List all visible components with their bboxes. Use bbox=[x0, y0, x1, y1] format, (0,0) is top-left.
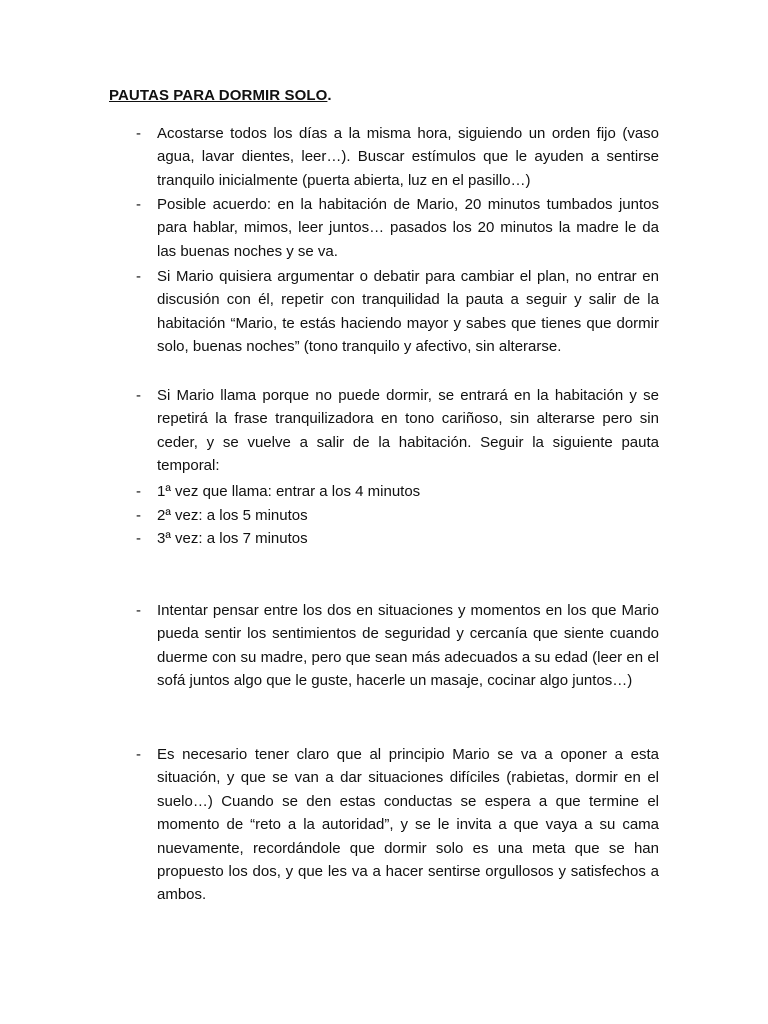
document-title-text: PAUTAS PARA DORMIR SOLO bbox=[109, 87, 328, 104]
list-item-text: 2ª vez: a los 5 minutos bbox=[157, 507, 308, 524]
list-item-text: Si Mario quisiera argumentar o debatir para cambiar el plan, no entrar en discusión con él, repetir con tranquilidad la pauta a seguir y salir de la habitación “Mario, te estás haciendo mayor y sabes que tienes que dormir solo, buenas noches” (tono tranquilo y afectivo, sin alterarse. bbox=[157, 268, 659, 356]
bullet-dash: - bbox=[136, 746, 141, 763]
bullet-dash: - bbox=[136, 196, 141, 213]
list-item-text: Intentar pensar entre los dos en situaciones y momentos en los que Mario pueda sentir los sentimientos de seguridad y cercanía que siente cuando duerme con su madre, pero que sean más adecuados a su edad (leer en el sofá juntos algo que le guste, hacerle un masaje, cocinar algo juntos…) bbox=[157, 602, 659, 690]
list-item-text: Acostarse todos los días a la misma hora, siguiendo un orden fijo (vaso agua, lavar dientes, leer…). Buscar estímulos que le ayuden a sentirse tranquilo inicialmente (puerta abierta, luz en el pasillo…) bbox=[157, 125, 659, 189]
bullet-dash: - bbox=[136, 268, 141, 285]
list-item-text: Posible acuerdo: en la habitación de Mario, 20 minutos tumbados juntos para hablar, mimos, leer juntos… pasados los 20 minutos la madre le da las buenas noches y se va. bbox=[157, 196, 659, 260]
list-item-text: 3ª vez: a los 7 minutos bbox=[157, 530, 308, 547]
bullet-dash: - bbox=[136, 483, 141, 500]
list-item-text: Es necesario tener claro que al principio Mario se va a oponer a esta situación, y que se van a dar situaciones difíciles (rabietas, dormir en el suelo…) Cuando se den estas conductas se espera a que termine el momento de “reto a la autoridad”, y se le invita a que vaya a su cama nuevamente, recordándole que dormir solo es una meta que se han propuesto los dos, y que les va a hacer sentirse orgullosos y satisfechos a ambos. bbox=[157, 746, 659, 904]
list-item-text: Si Mario llama porque no puede dormir, se entrará en la habitación y se repetirá la frase tranquilizadora en tono cariñoso, sin alterarse pero sin ceder, y se vuelve a salir de la habitación. Seguir la siguiente pauta temporal: bbox=[157, 387, 659, 475]
bullet-dash: - bbox=[136, 507, 141, 524]
document-title-period: . bbox=[327, 87, 332, 104]
bullet-dash: - bbox=[136, 530, 141, 547]
bullet-dash: - bbox=[136, 125, 141, 142]
bullet-dash: - bbox=[136, 387, 141, 404]
document-title bbox=[109, 87, 332, 104]
bullet-dash: - bbox=[136, 602, 141, 619]
list-item-text: 1ª vez que llama: entrar a los 4 minutos bbox=[157, 483, 421, 500]
